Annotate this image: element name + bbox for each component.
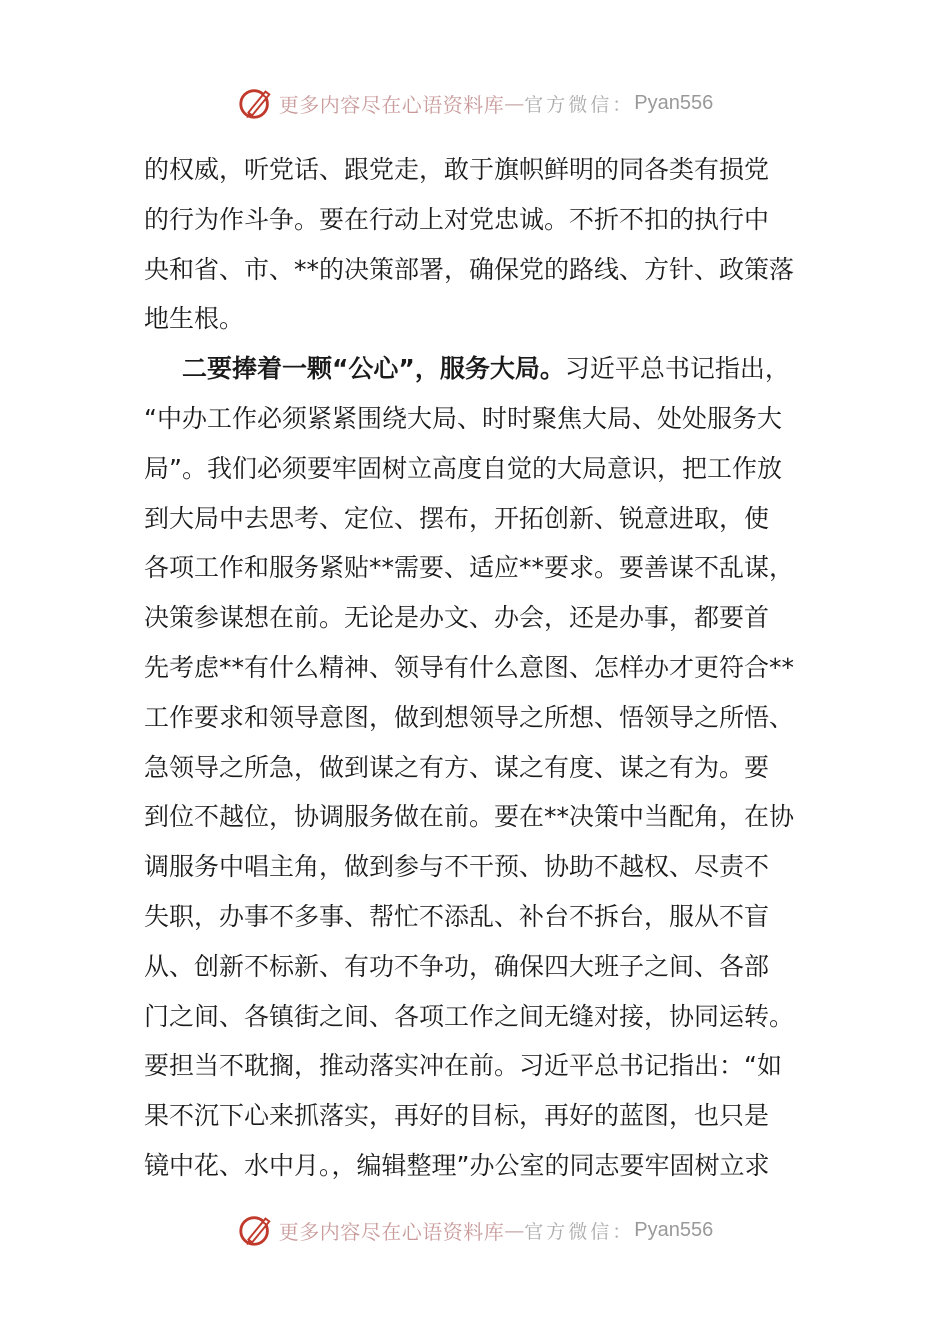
banner-wechat-label: 官方微信： bbox=[524, 93, 635, 116]
text-line: 各项工作和服务紧贴**需要、适应**要求。要善谋不乱谋， bbox=[144, 553, 795, 583]
document-body bbox=[144, 145, 809, 1191]
text-line: 要担当不耽搁，推动落实冲在前。习近平总书记指出：“如 bbox=[144, 1051, 782, 1081]
text-line: 的行为作斗争。要在行动上对党忠诚。不折不扣的执行中 bbox=[144, 204, 770, 234]
section-heading-line bbox=[144, 344, 809, 394]
banner-separator: — bbox=[504, 1218, 525, 1242]
banner-brand-text: 更多内容尽在心语资料库 bbox=[278, 1219, 505, 1244]
text-line: 门之间、各镇街之间、各项工作之间无缝对接，协同运转。 bbox=[144, 1001, 795, 1031]
banner-wechat-id: Pyan556 bbox=[634, 1218, 714, 1241]
text-line: 到大局中去思考、定位、摆布，开拓创新、锐意进取，使 bbox=[144, 503, 770, 533]
text-line: 急领导之所急，做到谋之有方、谋之有度、谋之有为。要 bbox=[144, 752, 770, 782]
text-line: 先考虑**有什么精神、领导有什么意图、怎样办才更符合** bbox=[144, 652, 795, 682]
banner-separator: — bbox=[504, 91, 525, 115]
text-line: 镜中花、水中月。，编辑整理”办公室的同志要牢固树立求 bbox=[144, 1150, 770, 1180]
footer-banner bbox=[0, 1210, 950, 1250]
pen-logo-icon bbox=[237, 1211, 275, 1249]
banner-wechat-label: 官方微信： bbox=[524, 1220, 635, 1243]
text-line: 央和省、市、**的决策部署，确保党的路线、方针、政策落 bbox=[144, 254, 795, 284]
section-heading: 二要捧着一颗“公心”，服务大局。 bbox=[182, 354, 565, 384]
text-line: 局”。我们必须要牢固树立高度自觉的大局意识，把工作放 bbox=[144, 453, 782, 483]
heading-continuation-text: 习近平总书记指出， bbox=[564, 354, 790, 384]
text-line: 调服务中唱主角，做到参与不干预、协助不越权、尽责不 bbox=[144, 852, 770, 882]
text-line: 地生根。 bbox=[144, 304, 245, 334]
text-line: 到位不越位，协调服务做在前。要在**决策中当配角，在协 bbox=[144, 802, 795, 832]
banner-brand-text: 更多内容尽在心语资料库 bbox=[278, 92, 505, 117]
text-line: 失职，办事不多事、帮忙不添乱、补台不拆台，服从不盲 bbox=[144, 901, 770, 931]
text-line: 工作要求和领导意图，做到想领导之所想、悟领导之所悟、 bbox=[144, 702, 795, 732]
banner-wechat-id: Pyan556 bbox=[634, 91, 714, 114]
text-line: “中办工作必须紧紧围绕大局、时时聚焦大局、处处服务大 bbox=[144, 403, 782, 433]
text-line: 的权威，听党话、跟党走，敢于旗帜鲜明的同各类有损党 bbox=[144, 155, 770, 184]
text-line: 果不沉下心来抓落实，再好的目标，再好的蓝图，也只是 bbox=[144, 1101, 770, 1131]
text-line: 从、创新不标新、有功不争功，确保四大班子之间、各部 bbox=[144, 951, 770, 981]
pen-logo-icon bbox=[237, 84, 275, 122]
header-banner bbox=[0, 83, 950, 123]
text-line: 决策参谋想在前。无论是办文、办会，还是办事，都要首 bbox=[144, 603, 770, 633]
